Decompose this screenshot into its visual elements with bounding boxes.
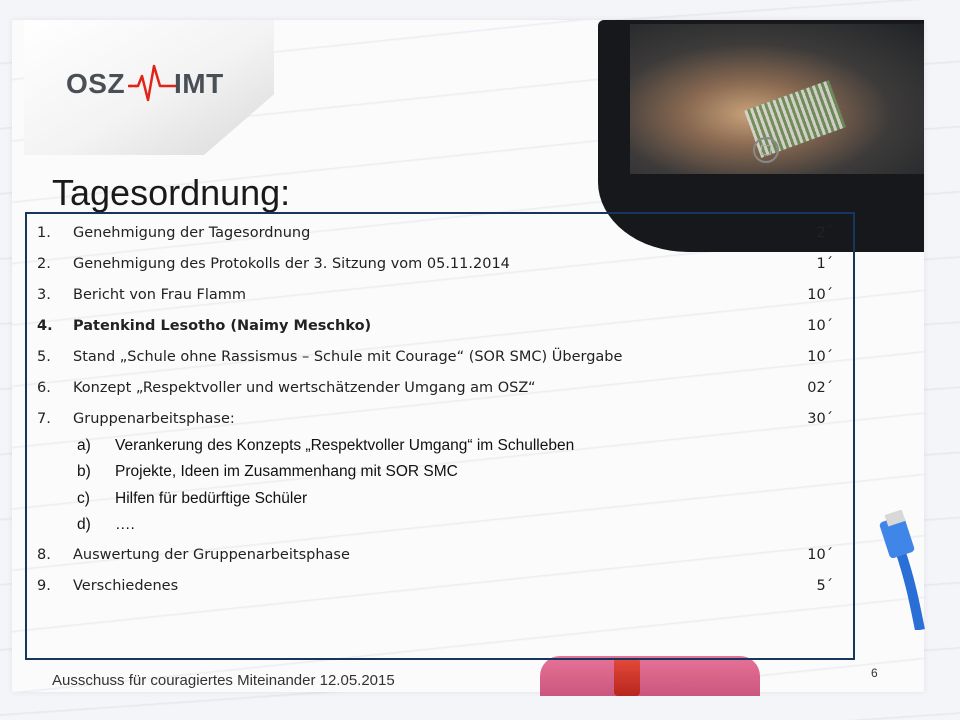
agenda-subitem-text: Verankerung des Konzepts „Respektvoller Umgang“ im Schulleben — [115, 437, 575, 454]
agenda-subitem — [27, 487, 853, 509]
agenda-item — [27, 573, 853, 599]
agenda-subitem-letter: a) — [77, 437, 91, 454]
agenda-item — [27, 344, 853, 370]
agenda-item — [27, 251, 853, 277]
agenda-subitem-text: Projekte, Ideen im Zusammenhang mit SOR SMC — [115, 463, 458, 480]
agenda-item-text: Bericht von Frau Flamm — [73, 287, 247, 303]
agenda-item-text: Gruppenarbeitsphase: — [73, 411, 235, 427]
agenda-item-text: Stand „Schule ohne Rassismus – Schule mit Courage“ (SOR SMC) Übergabe — [73, 349, 623, 365]
agenda-item-text: Genehmigung der Tagesordnung — [73, 225, 311, 241]
agenda-item-duration: 1´ — [816, 256, 833, 272]
agenda-item-duration: 5´ — [816, 578, 833, 594]
agenda-item-duration: 02´ — [807, 380, 833, 396]
logo-text-osz: OSZ — [66, 68, 126, 99]
pink-cable-image — [540, 656, 760, 696]
agenda-subitem-text: Hilfen für bedürftige Schüler — [115, 490, 308, 507]
heartbeat-line-icon — [128, 62, 176, 106]
agenda-item — [27, 282, 853, 308]
agenda-subitem — [27, 460, 853, 482]
logo-text-imt: IMT — [174, 68, 224, 99]
agenda-item-number: 3. — [37, 287, 51, 303]
osz-imt-logo — [66, 62, 236, 106]
agenda-subitem — [27, 513, 853, 535]
agenda-item-number: 6. — [37, 380, 51, 396]
agenda-item-duration: 10´ — [807, 287, 833, 303]
agenda-subitem-letter: d) — [77, 516, 91, 533]
agenda-item-highlighted — [27, 313, 853, 339]
agenda-subitem-letter: c) — [77, 490, 90, 507]
agenda-item-text: Verschiedenes — [73, 578, 179, 594]
agenda-item-number: 4. — [37, 318, 53, 334]
agenda-item-number: 2. — [37, 256, 51, 272]
agenda-item-duration: 30´ — [807, 411, 833, 427]
agenda-subitem-text: …. — [115, 516, 135, 533]
red-plug-image — [614, 658, 640, 696]
agenda-item-number: 5. — [37, 349, 51, 365]
agenda-item-number: 1. — [37, 225, 51, 241]
agenda-item-duration: 10´ — [807, 547, 833, 563]
agenda-item-text: Konzept „Respektvoller und wertschätzender Umgang am OSZ“ — [73, 380, 536, 396]
agenda-item-number: 8. — [37, 547, 51, 563]
agenda-item — [27, 406, 853, 432]
agenda-item-number: 9. — [37, 578, 51, 594]
agenda-item — [27, 542, 853, 568]
agenda-item-text: Patenkind Lesotho (Naimy Meschko) — [73, 318, 372, 334]
agenda-item-duration: 10´ — [807, 318, 833, 334]
agenda-item — [27, 375, 853, 401]
page-title: Tagesordnung: — [52, 172, 291, 213]
agenda-subitem — [27, 434, 853, 456]
network-cable-photo — [870, 510, 930, 630]
page-number: 6 — [871, 666, 878, 680]
agenda-subitem-letter: b) — [77, 463, 91, 480]
tablet-home-button-icon — [753, 137, 779, 163]
agenda-item-number: 7. — [37, 411, 51, 427]
agenda-item — [27, 220, 853, 246]
agenda-item-text: Auswertung der Gruppenarbeitsphase — [73, 547, 350, 563]
footer-text: Ausschuss für couragiertes Miteinander 12.05.2015 — [52, 672, 395, 689]
agenda-item-duration: 10´ — [807, 349, 833, 365]
agenda-item-duration: 2´ — [816, 225, 833, 241]
agenda-box — [25, 212, 855, 660]
agenda-item-text: Genehmigung des Protokolls der 3. Sitzung vom 05.11.2014 — [73, 256, 510, 272]
